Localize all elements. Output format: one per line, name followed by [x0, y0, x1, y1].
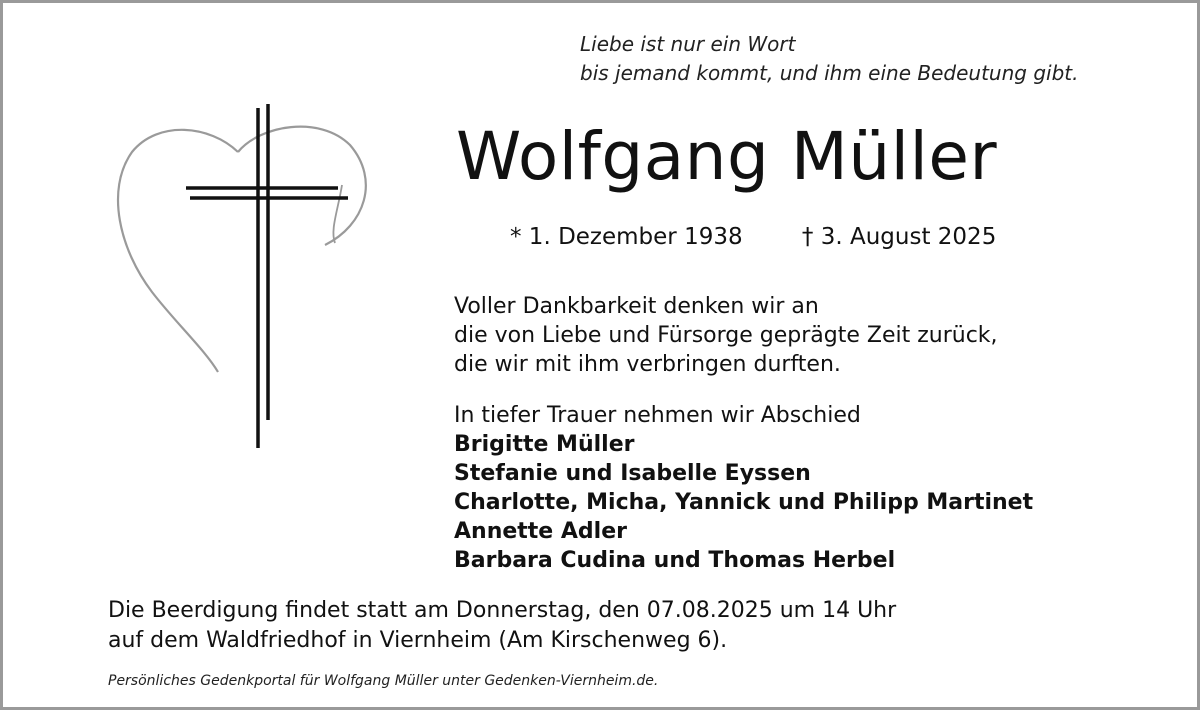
birth-date: * 1. Dezember 1938 [510, 224, 743, 250]
heart-outline [118, 130, 238, 372]
cross [186, 104, 348, 448]
heart-cross-icon [110, 100, 390, 460]
thanks-paragraph [454, 292, 998, 379]
burial-line-1: Die Beerdigung findet statt am Donnerstag, den 07.08.2025 um 14 Uhr [108, 598, 897, 623]
thanks-line: Voller Dankbarkeit denken wir an [454, 294, 819, 319]
mourner-name: Charlotte, Micha, Yannick und Philipp Martinet [454, 490, 1034, 515]
quote-line-2: bis jemand kommt, und ihm eine Bedeutung gibt. [580, 61, 1079, 85]
mourning-intro: In tiefer Trauer nehmen wir Abschied [454, 403, 861, 428]
memorial-portal-note: Persönliches Gedenkportal für Wolfgang Müller unter Gedenken-Viernheim.de. [108, 673, 659, 689]
mourner-name: Stefanie und Isabelle Eyssen [454, 461, 811, 486]
mourners-block [454, 401, 1033, 575]
mourner-name: Brigitte Müller [454, 432, 635, 457]
life-dates [510, 222, 996, 252]
death-date: † 3. August 2025 [801, 224, 997, 250]
deceased-name: Wolfgang Müller [456, 118, 998, 195]
burial-line-2: auf dem Waldfriedhof in Viernheim (Am Kirschenweg 6). [108, 628, 728, 653]
quote-line-1: Liebe ist nur ein Wort [580, 32, 796, 56]
burial-info [108, 596, 896, 656]
thanks-line: die von Liebe und Fürsorge geprägte Zeit zurück, [454, 323, 998, 348]
mourner-name: Barbara Cudina und Thomas Herbel [454, 548, 896, 573]
thanks-line: die wir mit ihm verbringen durften. [454, 352, 841, 377]
quote [580, 30, 1078, 88]
mourner-name: Annette Adler [454, 519, 627, 544]
